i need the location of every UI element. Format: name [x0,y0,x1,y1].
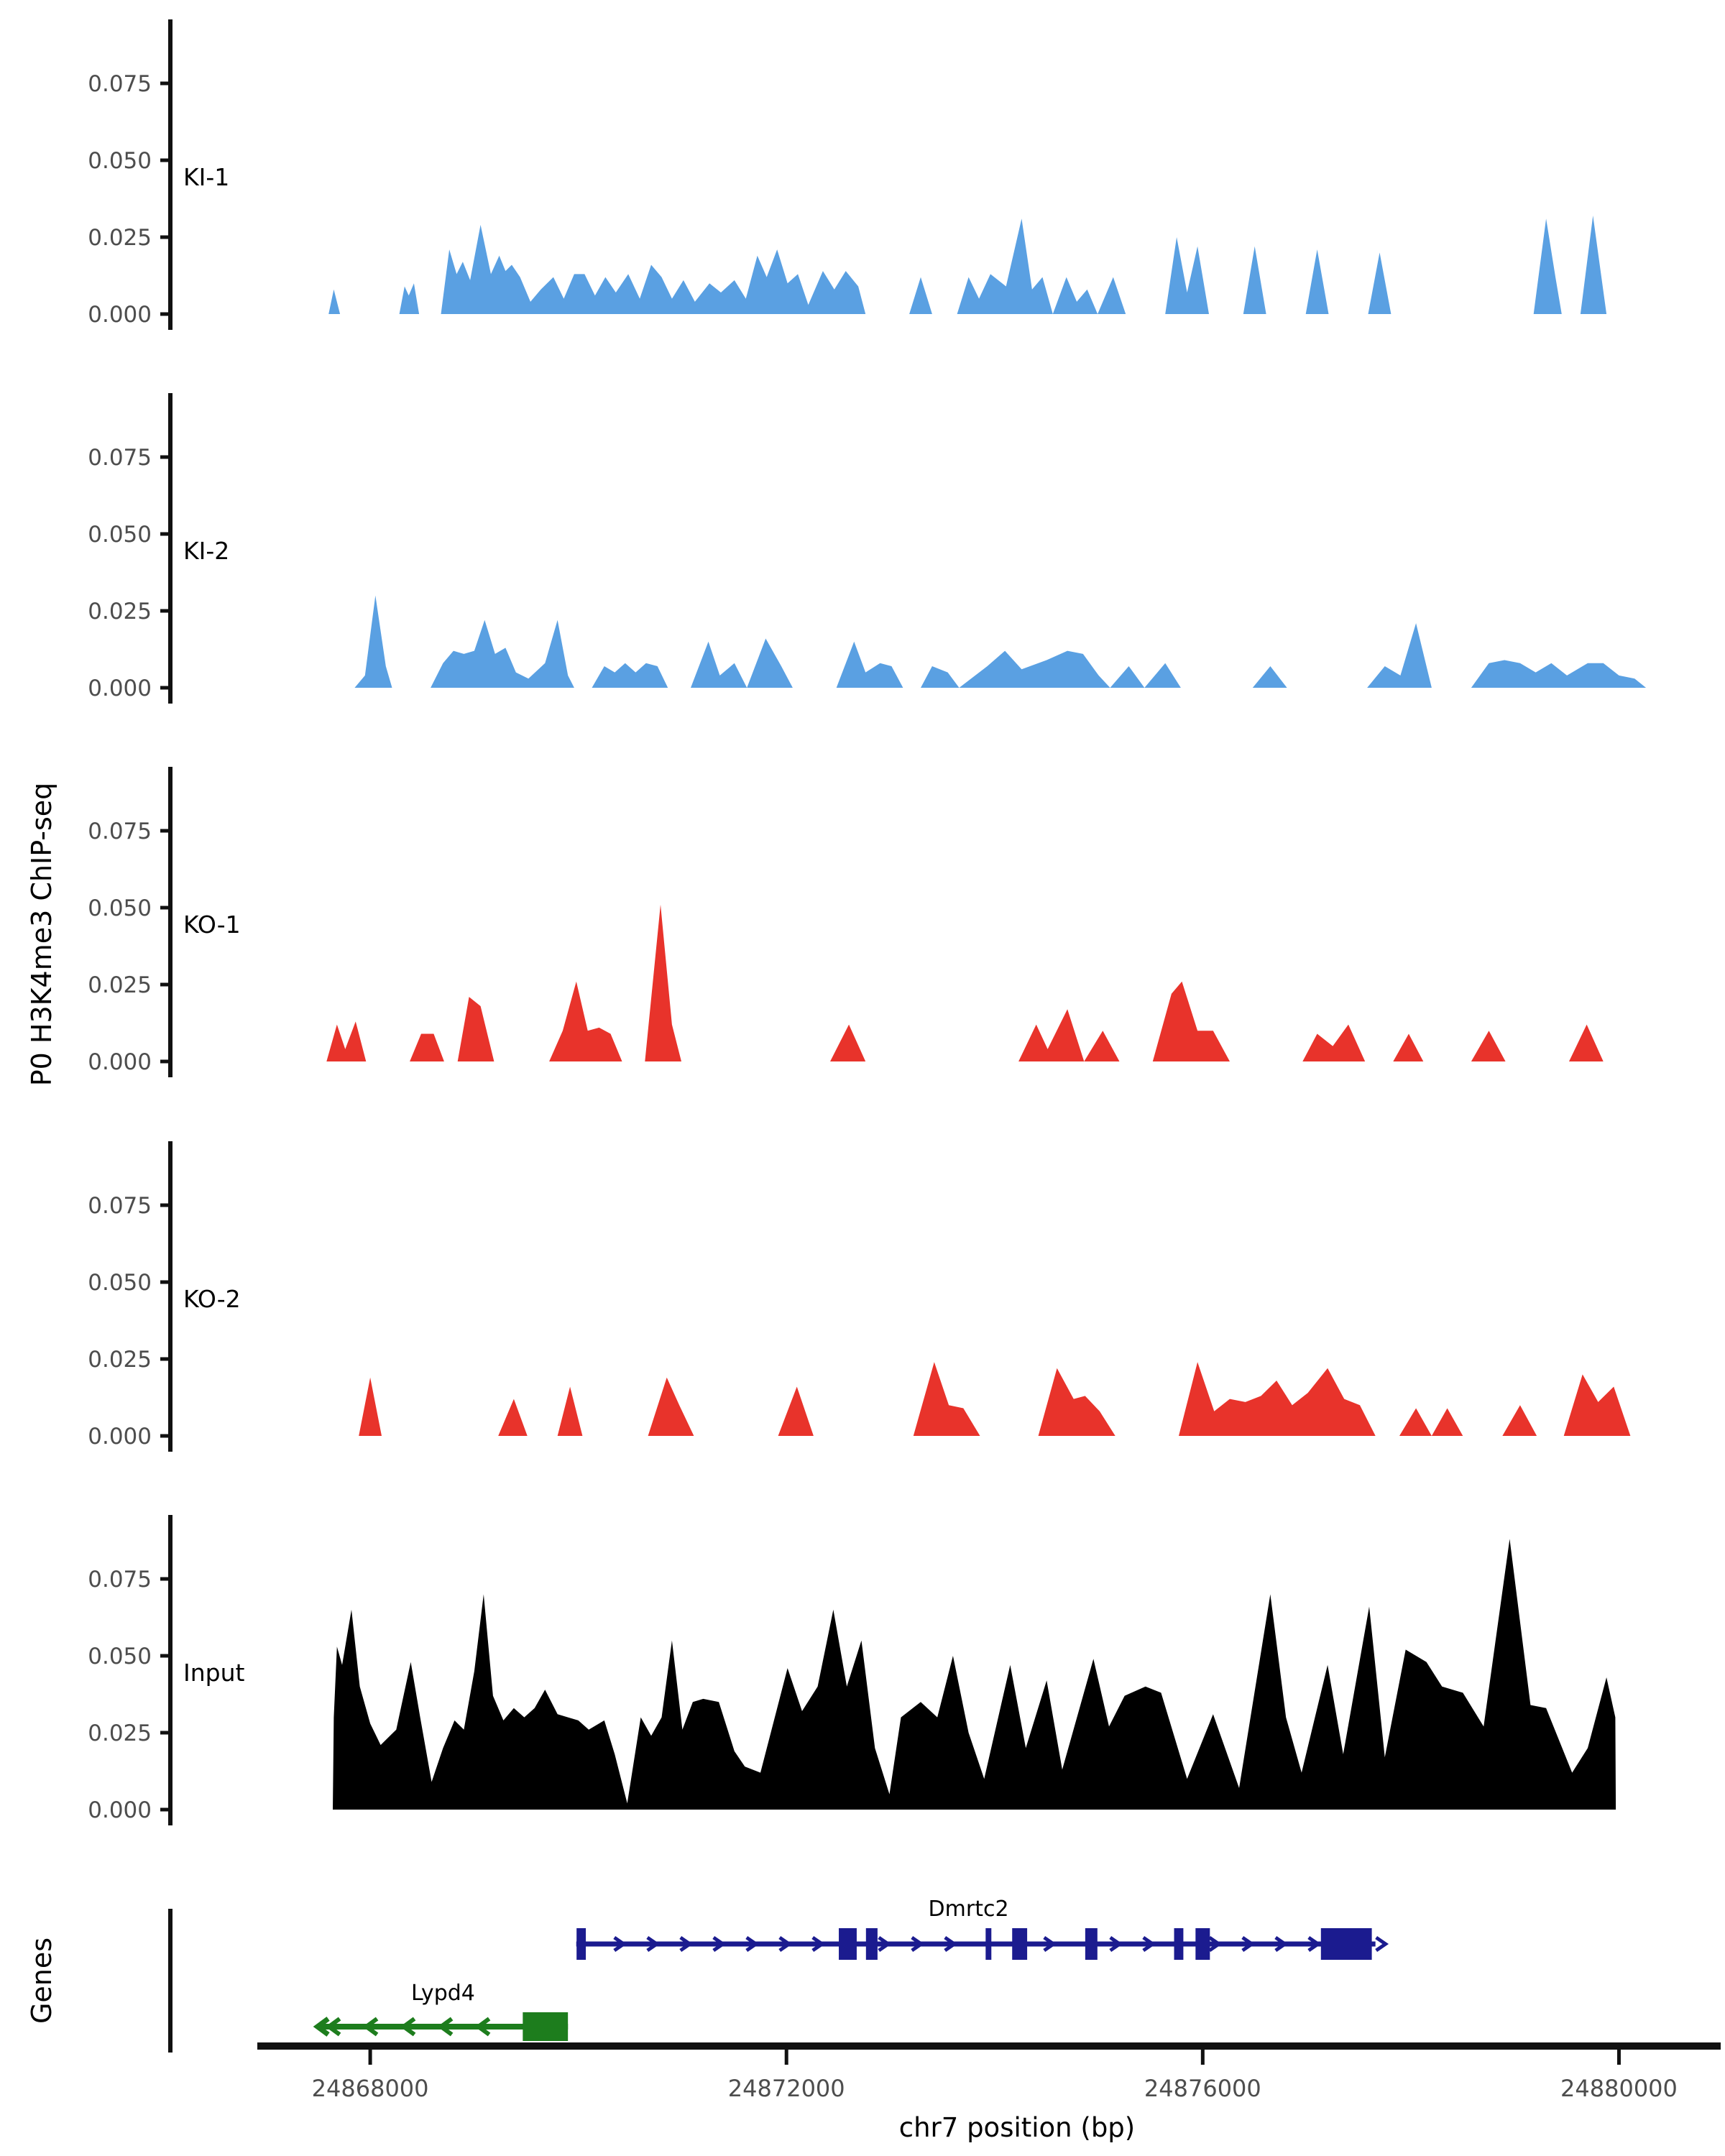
x-tick-label: 24872000 [727,2075,845,2102]
signal-area-ko-2 [172,1362,1718,1436]
y-tick-label: 0.075 [88,445,152,471]
gene-exon [839,1928,857,1960]
y-tick-label: 0.025 [88,599,152,625]
gene-exon [523,2012,568,2041]
track-label-ki-1: KI-1 [183,163,230,191]
signal-area-ko-1 [172,905,1718,1061]
y-tick-label: 0.050 [88,1644,152,1669]
track-label-ki-2: KI-2 [183,537,230,565]
gene-exon [1174,1928,1184,1960]
y-tick-label: 0.000 [88,1797,152,1823]
y-tick-label: 0.025 [88,1347,152,1373]
track-label-ko-2: KO-2 [183,1285,241,1313]
y-tick-label: 0.000 [88,676,152,701]
y-tick-label: 0.000 [88,302,152,328]
y-tick-label: 0.050 [88,148,152,174]
track-label-input: Input [183,1659,245,1687]
gene-exon [576,1928,586,1960]
y-tick-label: 0.050 [88,522,152,548]
x-tick-label: 24876000 [1144,2075,1261,2102]
y-tick-label: 0.075 [88,71,152,97]
gene-exon [985,1928,991,1960]
y-tick-label: 0.075 [88,819,152,844]
gene-exon [1195,1928,1210,1960]
signal-area-ki-1 [172,216,1718,314]
y-tick-label: 0.000 [88,1424,152,1450]
gene-label-lypd4: Lypd4 [410,1981,475,2006]
x-tick-label: 24880000 [1560,2075,1678,2102]
track-label-ko-1: KO-1 [183,911,241,939]
y-tick-label: 0.025 [88,972,152,998]
y-tick-label: 0.075 [88,1567,152,1593]
gene-exon [1321,1928,1372,1960]
x-tick-label: 24868000 [311,2075,429,2102]
gene-label-dmrtc2: Dmrtc2 [928,1897,1009,1922]
y-tick-label: 0.050 [88,1270,152,1296]
y-tick-label: 0.025 [88,225,152,251]
y-tick-label: 0.050 [88,895,152,921]
y-axis-label: P0 H3K4me3 ChIP-seq [26,782,58,1087]
strand-arrowhead-icon [1376,1938,1386,1950]
y-tick-label: 0.025 [88,1720,152,1746]
y-tick-label: 0.075 [88,1193,152,1219]
gene-exon [1012,1928,1027,1960]
genes-panel-label: Genes [26,1937,58,2024]
gene-exon [1085,1928,1098,1960]
signal-area-input [172,1539,1616,1810]
signal-area-ki-2 [172,596,1718,688]
y-tick-label: 0.000 [88,1049,152,1075]
gene-exon [866,1928,878,1960]
x-axis-title: chr7 position (bp) [898,2112,1136,2143]
